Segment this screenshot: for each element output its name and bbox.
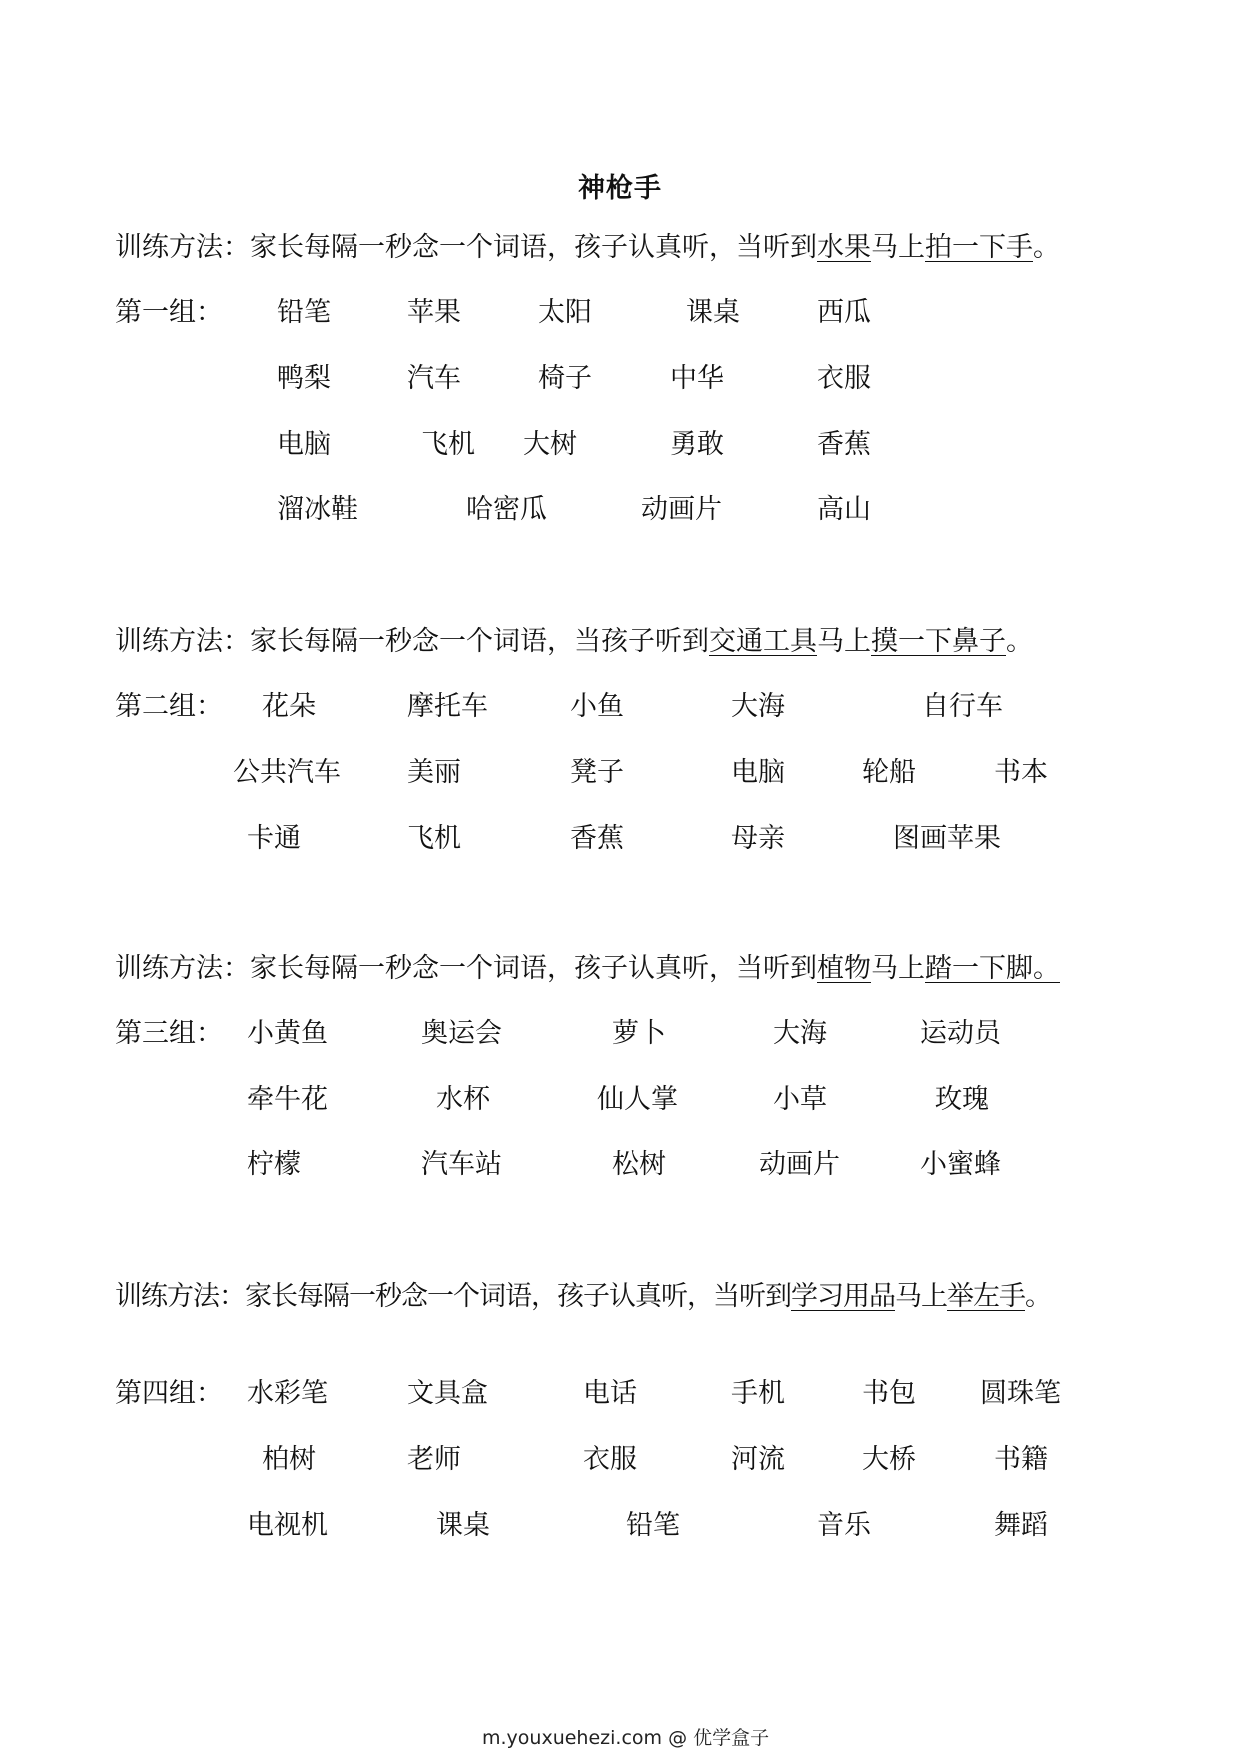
word: 香蕉 [817,429,871,460]
word: 小蜜蜂 [920,1149,1001,1180]
instruction-2: 训练方法：家长每隔一秒念一个词语，当孩子听到交通工具马上摸一下鼻子。 [115,626,1033,657]
word: 大海 [773,1018,827,1049]
word: 高山 [817,494,871,525]
word: 小黄鱼 [247,1018,328,1049]
word: 水杯 [436,1084,490,1115]
word: 运动员 [920,1018,1001,1049]
word: 花朵 [262,691,316,722]
word: 鸭梨 [277,363,331,394]
group-label-4: 第四组： [115,1378,223,1409]
word: 铅笔 [626,1510,680,1541]
word: 飞机 [421,429,475,460]
word: 电脑 [277,429,331,460]
page-title: 神枪手 [578,173,662,204]
word: 溜冰鞋 [277,494,358,525]
word: 香蕉 [570,823,624,854]
word: 音乐 [817,1510,871,1541]
word: 萝卜 [612,1018,666,1049]
word: 大桥 [862,1444,916,1475]
word: 衣服 [583,1444,637,1475]
word: 飞机 [407,823,461,854]
word: 轮船 [862,757,916,788]
word: 摩托车 [407,691,488,722]
word: 自行车 [922,691,1003,722]
word: 仙人掌 [597,1084,678,1115]
word: 动画片 [641,494,722,525]
word: 大树 [523,429,577,460]
instruction-4: 训练方法：家长每隔一秒念一个词语，孩子认真听，当听到学习用品马上举左手。 [115,1281,1051,1312]
word: 书本 [994,757,1048,788]
word: 河流 [731,1444,785,1475]
word: 柏树 [262,1444,316,1475]
word: 卡通 [247,823,301,854]
word: 动画片 [759,1149,840,1180]
footer-watermark: m.youxuehezi.com @ 优学盒子 [482,1727,770,1749]
word: 手机 [731,1378,785,1409]
word: 奥运会 [421,1018,502,1049]
word: 小草 [773,1084,827,1115]
group-label-1: 第一组： [115,297,223,328]
word: 大海 [731,691,785,722]
word: 电脑 [731,757,785,788]
word: 牵牛花 [247,1084,328,1115]
word: 汽车站 [421,1149,502,1180]
word: 小鱼 [570,691,624,722]
word: 铅笔 [277,297,331,328]
word: 图画苹果 [893,823,1001,854]
word: 美丽 [407,757,461,788]
instruction-3: 训练方法：家长每隔一秒念一个词语，孩子认真听，当听到植物马上踏一下脚。 [115,953,1060,984]
word: 哈密瓜 [466,494,547,525]
word: 玫瑰 [935,1084,989,1115]
word: 太阳 [538,297,592,328]
word: 椅子 [538,363,592,394]
word: 母亲 [731,823,785,854]
word: 圆珠笔 [980,1378,1061,1409]
word: 水彩笔 [247,1378,328,1409]
word: 舞蹈 [994,1510,1048,1541]
word: 课桌 [436,1510,490,1541]
word: 汽车 [407,363,461,394]
group-label-3: 第三组： [115,1018,223,1049]
word: 电视机 [247,1510,328,1541]
word: 衣服 [817,363,871,394]
word: 文具盒 [407,1378,488,1409]
word: 老师 [407,1444,461,1475]
word: 课桌 [686,297,740,328]
word: 柠檬 [247,1149,301,1180]
word: 书包 [862,1378,916,1409]
word: 书籍 [994,1444,1048,1475]
word: 勇敢 [670,429,724,460]
word: 凳子 [570,757,624,788]
instruction-1: 训练方法：家长每隔一秒念一个词语，孩子认真听，当听到水果马上拍一下手。 [115,232,1060,263]
word: 公共汽车 [233,757,341,788]
word: 电话 [583,1378,637,1409]
group-label-2: 第二组： [115,691,223,722]
word: 松树 [612,1149,666,1180]
word: 西瓜 [817,297,871,328]
word: 中华 [670,363,724,394]
word: 苹果 [407,297,461,328]
